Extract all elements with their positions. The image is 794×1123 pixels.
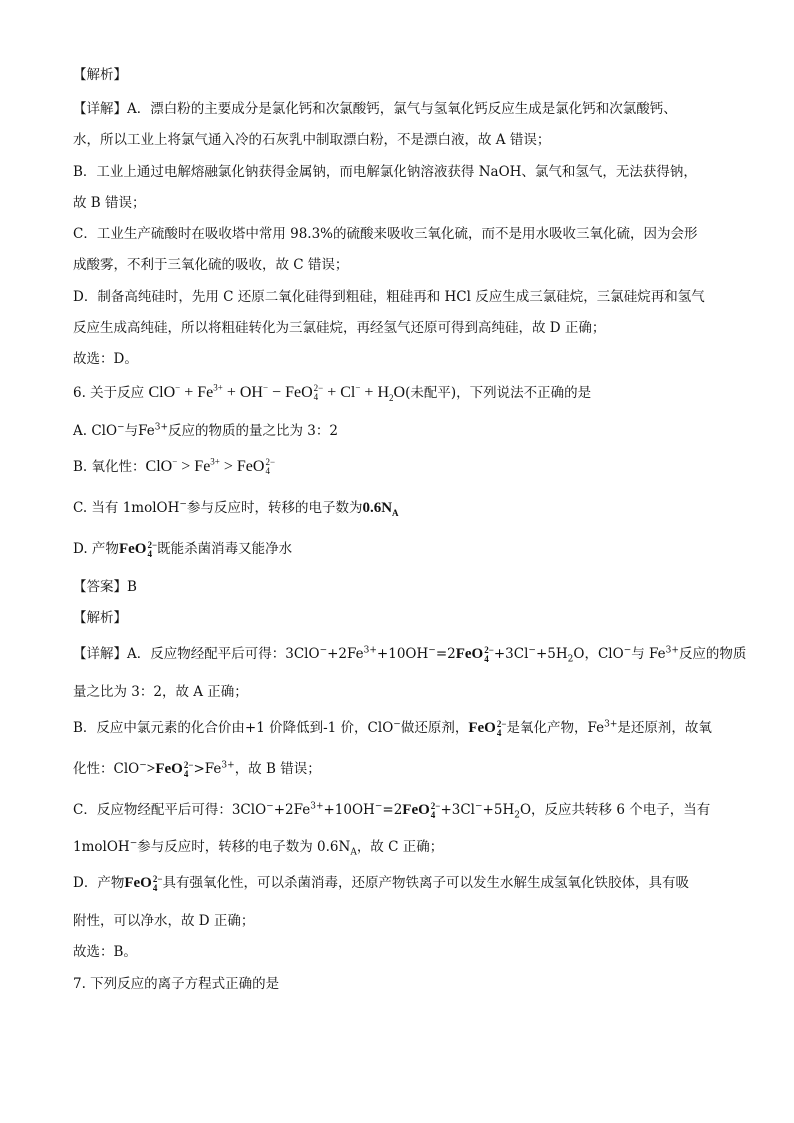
detail-line: 水，所以工业上将氯气通入冷的石灰乳中制取漂白粉，不是漂白液，故 A 错误； xyxy=(73,132,551,148)
option-d: D. 产物FeO 2− 4 既能杀菌消毒又能净水 xyxy=(73,539,293,559)
answer: 【答案】B xyxy=(73,579,137,595)
detail-line: B．工业上通过电解熔融氯化钠获得金属钠，而电解氯化钠溶液获得 NaOH、氯气和氢气，无法获得钠， xyxy=(73,164,697,180)
detail-line: 量之比为 3：2，故 A 正确； xyxy=(73,684,248,700)
option-a: A. ClO−与$Fe^{3+}$反应的物质的量之比为 3：2 xyxy=(73,422,338,439)
detail-c-equation: C．反应物经配平后可得：$3ClO^-+2Fe^{3+}+10OH^-=2FeO$ 2− 4 $+3Cl^-+5H_2O$，反应共转移 6 个电子，当有 xyxy=(73,800,711,821)
detail-b-continued: 化性：ClO−>FeO 2− 4 $>Fe^{3+}$，故 B 错误； xyxy=(73,759,321,779)
detail-line: C．工业生产硫酸时在吸收塔中常用 98.3%的硫酸来吸收三氧化硫，而不是用水吸收三氧化硫，因为会形 xyxy=(73,226,698,242)
analysis-heading-1: 【解析】 xyxy=(73,67,127,83)
detail-line: 成酸雾，不利于三氧化硫的吸收，故 C 错误； xyxy=(73,257,349,273)
detail-c-continued: 1molOH−参与反应时，转移的电子数为 $0.6N_A$，故 C 正确； xyxy=(73,838,444,858)
detail-line: 故 B 错误； xyxy=(73,195,146,211)
detail-line: 【详解】A．漂白粉的主要成分是氯化钙和次氯酸钙，氯气与氢氧化钙反应生成是氯化钙和次氯酸钙、 xyxy=(73,101,677,117)
detail-line: D．制备高纯硅时，先用 C 还原二氧化硅得到粗硅，粗硅再和 HCl 反应生成三氯硅烷，三氯硅烷再和氢气 xyxy=(73,289,705,305)
detail-d: D．产物FeO 2− 4 具有强氧化性，可以杀菌消毒，还原产物铁离子可以发生水解生成氢氧化铁胶体，具有吸 xyxy=(73,873,689,893)
question-6: 6. 关于反应 $ClO^- + Fe^{3+} + OH^-$ − FeO 2− 4 + $Cl^- + H_2O$(未配平)，下列说法不正确的是 xyxy=(73,382,592,404)
detail-line: 反应生成高纯硅，所以将粗硅转化为三氯硅烷，再经氢气还原可得到高纯硅，故 D 正确； xyxy=(73,320,606,336)
detail-line: 附性，可以净水，故 D 正确； xyxy=(73,913,255,929)
option-c: C. 当有 1molOH−参与反应时，转移的电子数为$0.6N_A$ xyxy=(73,499,399,518)
analysis-heading-2: 【解析】 xyxy=(73,610,127,626)
detail-line: 故选：D。 xyxy=(73,351,138,367)
detail-a-equation: 【详解】A．反应物经配平后可得：$3ClO^-+2Fe^{3+}+10OH^-=2FeO$ 2− 4 $+3Cl^-+5H_2O$，ClO−与 $Fe^{3+}$反应的物质 xyxy=(73,644,747,665)
detail-b: B．反应中氯元素的化合价由+1 价降低到-1 价，ClO−做还原剂，FeO 2− 4 是氧化产物，$Fe^{3+}$是还原剂，故氧 xyxy=(73,718,712,738)
detail-line: 故选：B。 xyxy=(73,944,137,960)
option-b: B. 氧化性：$ClO^- > Fe^{3+}$ > FeO 2− 4 xyxy=(73,456,276,477)
question-7: 7. 下列反应的离子方程式正确的是 xyxy=(73,976,280,992)
